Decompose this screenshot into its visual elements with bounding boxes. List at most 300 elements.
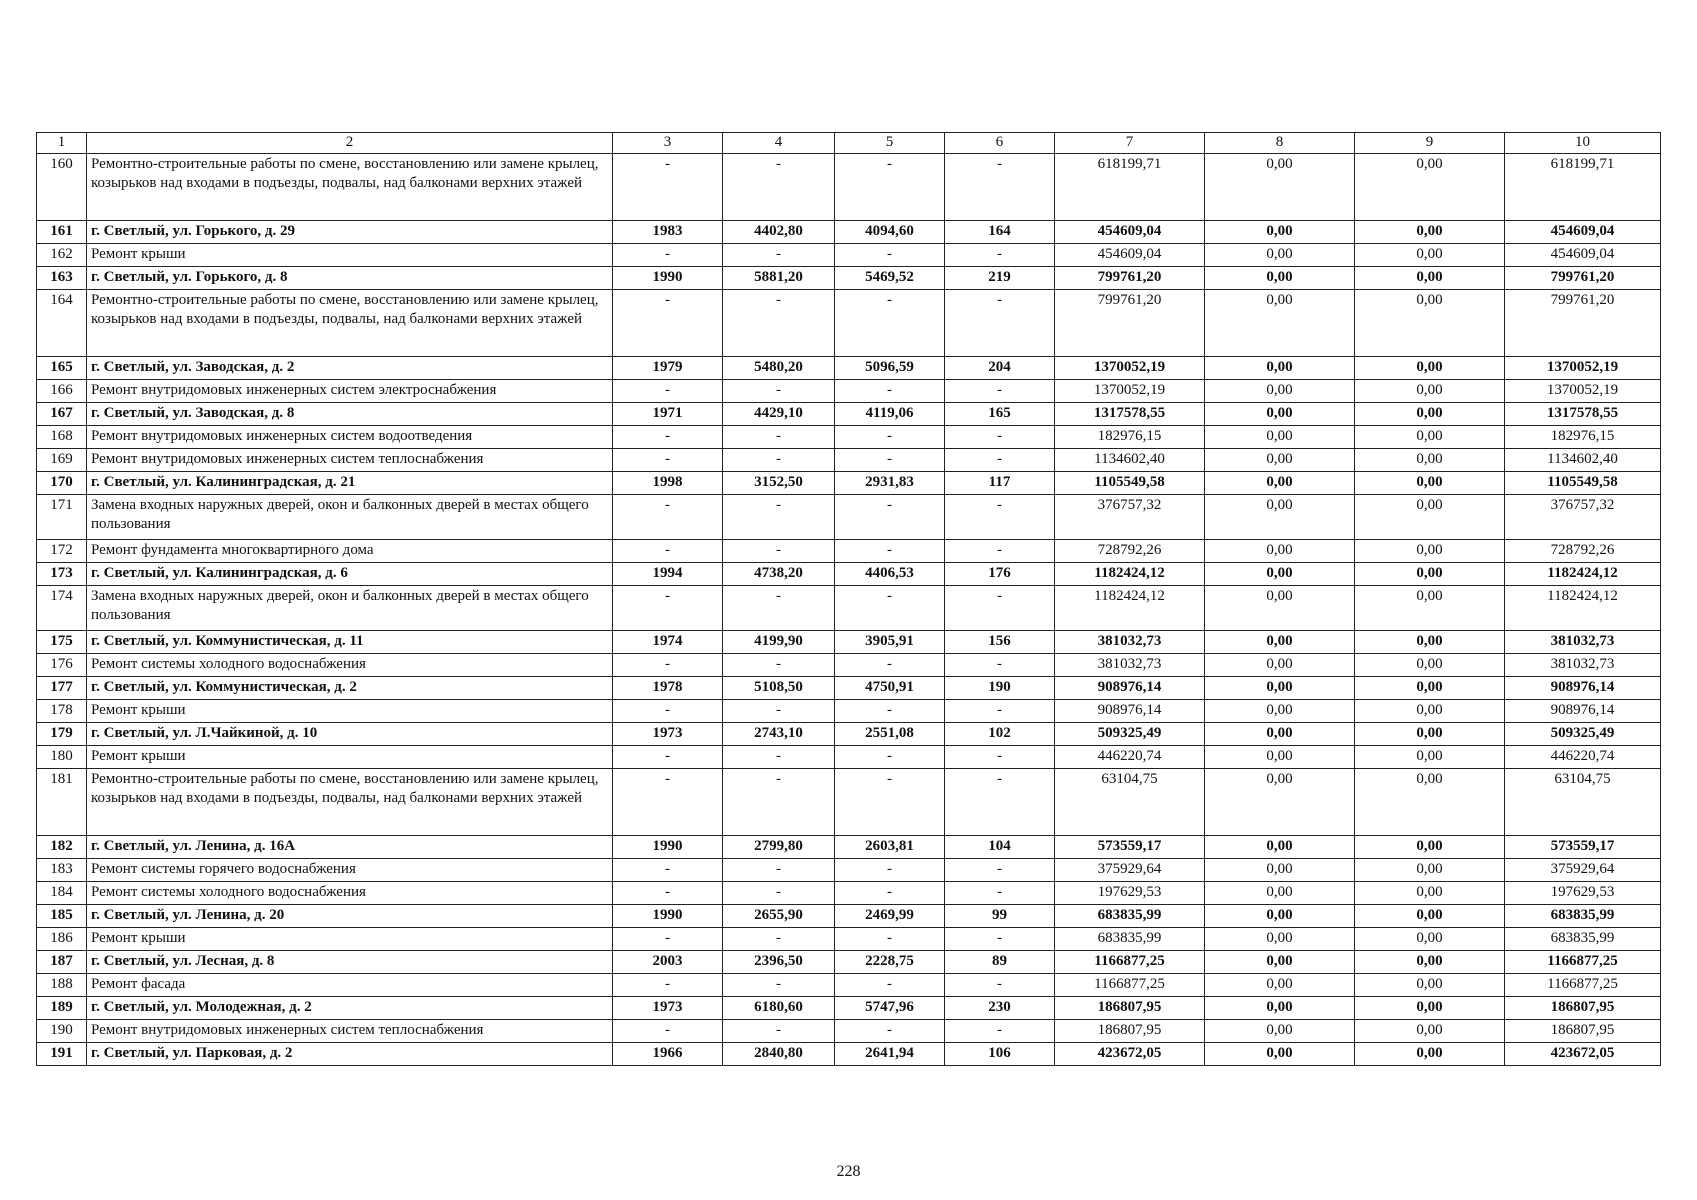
cost-col-8-cell: 0,00 xyxy=(1205,267,1355,290)
cost-col-9-cell: 0,00 xyxy=(1355,586,1505,631)
cost-col-10-cell: 1370052,19 xyxy=(1505,357,1661,380)
total-area-cell: - xyxy=(723,244,835,267)
row-number-cell: 191 xyxy=(37,1043,87,1066)
header-cell-2: 2 xyxy=(87,133,613,154)
cost-col-10-cell: 375929,64 xyxy=(1505,859,1661,882)
living-area-cell: 4094,60 xyxy=(835,221,945,244)
page-number: 228 xyxy=(836,1163,861,1180)
residents-cell: 102 xyxy=(945,723,1055,746)
living-area-cell: - xyxy=(835,495,945,540)
year-built-cell: 1978 xyxy=(613,677,723,700)
residents-cell: 104 xyxy=(945,836,1055,859)
cost-col-8-cell: 0,00 xyxy=(1205,723,1355,746)
total-cost-cell: 1370052,19 xyxy=(1055,357,1205,380)
work-item-row xyxy=(37,540,1661,563)
residents-cell: - xyxy=(945,974,1055,997)
total-area-cell: - xyxy=(723,700,835,723)
total-area-cell: - xyxy=(723,426,835,449)
total-area-cell: 4738,20 xyxy=(723,563,835,586)
residents-cell: 117 xyxy=(945,472,1055,495)
cost-col-9-cell: 0,00 xyxy=(1355,1020,1505,1043)
row-number-cell: 177 xyxy=(37,677,87,700)
total-area-cell: - xyxy=(723,928,835,951)
cost-col-10-cell: 618199,71 xyxy=(1505,154,1661,221)
cost-col-10-cell: 799761,20 xyxy=(1505,290,1661,357)
cost-col-10-cell: 573559,17 xyxy=(1505,836,1661,859)
row-number-cell: 164 xyxy=(37,290,87,357)
total-cost-cell: 908976,14 xyxy=(1055,677,1205,700)
cost-col-10-cell: 1166877,25 xyxy=(1505,951,1661,974)
row-name-cell: г. Светлый, ул. Горького, д. 29 xyxy=(87,221,613,244)
total-area-cell: 4199,90 xyxy=(723,631,835,654)
residents-cell: 230 xyxy=(945,997,1055,1020)
work-item-row xyxy=(37,426,1661,449)
total-area-cell: - xyxy=(723,154,835,221)
year-built-cell: - xyxy=(613,426,723,449)
residents-cell: - xyxy=(945,882,1055,905)
year-built-cell: 1979 xyxy=(613,357,723,380)
living-area-cell: 3905,91 xyxy=(835,631,945,654)
total-cost-cell: 1182424,12 xyxy=(1055,563,1205,586)
cost-col-10-cell: 1105549,58 xyxy=(1505,472,1661,495)
row-name-cell: Ремонт крыши xyxy=(87,928,613,951)
cost-col-10-cell: 509325,49 xyxy=(1505,723,1661,746)
cost-col-9-cell: 0,00 xyxy=(1355,540,1505,563)
row-name-cell: г. Светлый, ул. Ленина, д. 16А xyxy=(87,836,613,859)
work-item-row xyxy=(37,1020,1661,1043)
cost-col-10-cell: 381032,73 xyxy=(1505,654,1661,677)
total-area-cell: - xyxy=(723,654,835,677)
address-row xyxy=(37,677,1661,700)
table-body xyxy=(37,133,1661,1066)
row-name-cell: Ремонт системы горячего водоснабжения xyxy=(87,859,613,882)
row-number-cell: 187 xyxy=(37,951,87,974)
year-built-cell: - xyxy=(613,244,723,267)
address-row xyxy=(37,631,1661,654)
living-area-cell: 4750,91 xyxy=(835,677,945,700)
total-cost-cell: 908976,14 xyxy=(1055,700,1205,723)
row-number-cell: 186 xyxy=(37,928,87,951)
address-row xyxy=(37,221,1661,244)
cost-col-8-cell: 0,00 xyxy=(1205,1043,1355,1066)
total-area-cell: 2840,80 xyxy=(723,1043,835,1066)
year-built-cell: - xyxy=(613,859,723,882)
cost-col-10-cell: 1134602,40 xyxy=(1505,449,1661,472)
living-area-cell: - xyxy=(835,1020,945,1043)
cost-col-8-cell: 0,00 xyxy=(1205,495,1355,540)
header-cell-7: 7 xyxy=(1055,133,1205,154)
cost-col-9-cell: 0,00 xyxy=(1355,244,1505,267)
year-built-cell: 1998 xyxy=(613,472,723,495)
total-area-cell: - xyxy=(723,769,835,836)
cost-col-9-cell: 0,00 xyxy=(1355,836,1505,859)
total-area-cell: 5108,50 xyxy=(723,677,835,700)
residents-cell: - xyxy=(945,700,1055,723)
cost-col-8-cell: 0,00 xyxy=(1205,472,1355,495)
total-cost-cell: 381032,73 xyxy=(1055,631,1205,654)
row-number-cell: 189 xyxy=(37,997,87,1020)
cost-col-8-cell: 0,00 xyxy=(1205,928,1355,951)
living-area-cell: - xyxy=(835,859,945,882)
year-built-cell: 2003 xyxy=(613,951,723,974)
total-cost-cell: 1182424,12 xyxy=(1055,586,1205,631)
row-number-cell: 178 xyxy=(37,700,87,723)
living-area-cell: 5469,52 xyxy=(835,267,945,290)
living-area-cell: - xyxy=(835,654,945,677)
total-cost-cell: 454609,04 xyxy=(1055,244,1205,267)
living-area-cell: - xyxy=(835,290,945,357)
residents-cell: 219 xyxy=(945,267,1055,290)
work-item-row xyxy=(37,928,1661,951)
total-cost-cell: 63104,75 xyxy=(1055,769,1205,836)
cost-col-10-cell: 908976,14 xyxy=(1505,677,1661,700)
cost-col-10-cell: 799761,20 xyxy=(1505,267,1661,290)
row-name-cell: Ремонт внутридомовых инженерных систем водоотведения xyxy=(87,426,613,449)
header-cell-5: 5 xyxy=(835,133,945,154)
total-cost-cell: 423672,05 xyxy=(1055,1043,1205,1066)
work-item-row xyxy=(37,586,1661,631)
total-cost-cell: 1317578,55 xyxy=(1055,403,1205,426)
living-area-cell: 2641,94 xyxy=(835,1043,945,1066)
cost-col-9-cell: 0,00 xyxy=(1355,882,1505,905)
work-item-row xyxy=(37,380,1661,403)
row-number-cell: 183 xyxy=(37,859,87,882)
cost-col-9-cell: 0,00 xyxy=(1355,449,1505,472)
residents-cell: - xyxy=(945,426,1055,449)
header-cell-3: 3 xyxy=(613,133,723,154)
cost-col-8-cell: 0,00 xyxy=(1205,244,1355,267)
total-cost-cell: 1166877,25 xyxy=(1055,974,1205,997)
cost-col-10-cell: 1182424,12 xyxy=(1505,586,1661,631)
cost-col-8-cell: 0,00 xyxy=(1205,1020,1355,1043)
address-row xyxy=(37,563,1661,586)
total-cost-cell: 186807,95 xyxy=(1055,997,1205,1020)
cost-col-10-cell: 186807,95 xyxy=(1505,997,1661,1020)
cost-col-9-cell: 0,00 xyxy=(1355,495,1505,540)
living-area-cell: 5747,96 xyxy=(835,997,945,1020)
living-area-cell: 2469,99 xyxy=(835,905,945,928)
cost-col-9-cell: 0,00 xyxy=(1355,426,1505,449)
cost-col-9-cell: 0,00 xyxy=(1355,403,1505,426)
living-area-cell: - xyxy=(835,700,945,723)
living-area-cell: - xyxy=(835,449,945,472)
total-area-cell: - xyxy=(723,449,835,472)
work-item-row xyxy=(37,290,1661,357)
residents-cell: 204 xyxy=(945,357,1055,380)
row-number-cell: 167 xyxy=(37,403,87,426)
cost-col-9-cell: 0,00 xyxy=(1355,974,1505,997)
row-name-cell: Ремонтно-строительные работы по смене, восстановлению или замене крылец, козырьков над входами в подъезды, подвалы, над балконами верхних этажей xyxy=(87,290,613,357)
cost-col-9-cell: 0,00 xyxy=(1355,290,1505,357)
work-item-row xyxy=(37,859,1661,882)
work-item-row xyxy=(37,449,1661,472)
total-area-cell: - xyxy=(723,540,835,563)
residents-cell: - xyxy=(945,769,1055,836)
cost-col-10-cell: 908976,14 xyxy=(1505,700,1661,723)
total-area-cell: - xyxy=(723,495,835,540)
row-number-cell: 166 xyxy=(37,380,87,403)
living-area-cell: - xyxy=(835,426,945,449)
living-area-cell: - xyxy=(835,380,945,403)
total-cost-cell: 186807,95 xyxy=(1055,1020,1205,1043)
cost-col-9-cell: 0,00 xyxy=(1355,746,1505,769)
cost-col-8-cell: 0,00 xyxy=(1205,905,1355,928)
year-built-cell: 1971 xyxy=(613,403,723,426)
cost-col-8-cell: 0,00 xyxy=(1205,631,1355,654)
work-item-row xyxy=(37,654,1661,677)
cost-col-8-cell: 0,00 xyxy=(1205,221,1355,244)
year-built-cell: - xyxy=(613,654,723,677)
address-row xyxy=(37,1043,1661,1066)
residents-cell: - xyxy=(945,928,1055,951)
year-built-cell: - xyxy=(613,586,723,631)
cost-col-9-cell: 0,00 xyxy=(1355,677,1505,700)
residents-cell: 190 xyxy=(945,677,1055,700)
row-name-cell: г. Светлый, ул. Заводская, д. 8 xyxy=(87,403,613,426)
row-name-cell: Ремонт фундамента многоквартирного дома xyxy=(87,540,613,563)
row-name-cell: Ремонтно-строительные работы по смене, восстановлению или замене крылец, козырьков над входами в подъезды, подвалы, над балконами верхних этажей xyxy=(87,769,613,836)
cost-col-10-cell: 446220,74 xyxy=(1505,746,1661,769)
residents-cell: - xyxy=(945,586,1055,631)
cost-col-10-cell: 381032,73 xyxy=(1505,631,1661,654)
cost-col-9-cell: 0,00 xyxy=(1355,563,1505,586)
cost-col-9-cell: 0,00 xyxy=(1355,154,1505,221)
row-name-cell: г. Светлый, ул. Л.Чайкиной, д. 10 xyxy=(87,723,613,746)
row-number-cell: 184 xyxy=(37,882,87,905)
row-name-cell: Замена входных наружных дверей, окон и балконных дверей в местах общего пользования xyxy=(87,586,613,631)
cost-col-8-cell: 0,00 xyxy=(1205,290,1355,357)
living-area-cell: - xyxy=(835,974,945,997)
cost-col-8-cell: 0,00 xyxy=(1205,357,1355,380)
row-name-cell: г. Светлый, ул. Лесная, д. 8 xyxy=(87,951,613,974)
row-name-cell: Ремонт внутридомовых инженерных систем теплоснабжения xyxy=(87,1020,613,1043)
total-area-cell: 6180,60 xyxy=(723,997,835,1020)
cost-col-8-cell: 0,00 xyxy=(1205,700,1355,723)
residents-cell: - xyxy=(945,244,1055,267)
cost-col-8-cell: 0,00 xyxy=(1205,882,1355,905)
total-area-cell: - xyxy=(723,586,835,631)
year-built-cell: 1990 xyxy=(613,905,723,928)
work-item-row xyxy=(37,244,1661,267)
header-cell-9: 9 xyxy=(1355,133,1505,154)
residents-cell: - xyxy=(945,290,1055,357)
cost-col-9-cell: 0,00 xyxy=(1355,723,1505,746)
living-area-cell: 2603,81 xyxy=(835,836,945,859)
row-number-cell: 173 xyxy=(37,563,87,586)
cost-col-8-cell: 0,00 xyxy=(1205,769,1355,836)
year-built-cell: - xyxy=(613,746,723,769)
total-area-cell: - xyxy=(723,746,835,769)
cost-col-8-cell: 0,00 xyxy=(1205,154,1355,221)
cost-col-8-cell: 0,00 xyxy=(1205,746,1355,769)
year-built-cell: - xyxy=(613,700,723,723)
year-built-cell: - xyxy=(613,154,723,221)
cost-col-9-cell: 0,00 xyxy=(1355,380,1505,403)
living-area-cell: 4119,06 xyxy=(835,403,945,426)
cost-col-8-cell: 0,00 xyxy=(1205,380,1355,403)
total-area-cell: 2396,50 xyxy=(723,951,835,974)
row-number-cell: 188 xyxy=(37,974,87,997)
year-built-cell: 1973 xyxy=(613,997,723,1020)
residents-cell: - xyxy=(945,654,1055,677)
row-number-cell: 169 xyxy=(37,449,87,472)
cost-col-8-cell: 0,00 xyxy=(1205,997,1355,1020)
total-area-cell: - xyxy=(723,380,835,403)
year-built-cell: - xyxy=(613,290,723,357)
living-area-cell: - xyxy=(835,769,945,836)
row-name-cell: Ремонт крыши xyxy=(87,244,613,267)
residents-cell: - xyxy=(945,495,1055,540)
column-number-header-row xyxy=(37,133,1661,154)
total-cost-cell: 1370052,19 xyxy=(1055,380,1205,403)
row-name-cell: Ремонтно-строительные работы по смене, восстановлению или замене крылец, козырьков над входами в подъезды, подвалы, над балконами верхних этажей xyxy=(87,154,613,221)
address-row xyxy=(37,836,1661,859)
cost-col-8-cell: 0,00 xyxy=(1205,586,1355,631)
year-built-cell: 1973 xyxy=(613,723,723,746)
living-area-cell: 2551,08 xyxy=(835,723,945,746)
cost-col-10-cell: 1166877,25 xyxy=(1505,974,1661,997)
row-number-cell: 181 xyxy=(37,769,87,836)
living-area-cell: - xyxy=(835,586,945,631)
year-built-cell: - xyxy=(613,449,723,472)
cost-col-8-cell: 0,00 xyxy=(1205,540,1355,563)
work-item-row xyxy=(37,974,1661,997)
row-number-cell: 162 xyxy=(37,244,87,267)
cost-col-9-cell: 0,00 xyxy=(1355,472,1505,495)
row-name-cell: Ремонт системы холодного водоснабжения xyxy=(87,882,613,905)
year-built-cell: - xyxy=(613,882,723,905)
total-cost-cell: 446220,74 xyxy=(1055,746,1205,769)
cost-col-9-cell: 0,00 xyxy=(1355,859,1505,882)
cost-col-9-cell: 0,00 xyxy=(1355,654,1505,677)
cost-col-8-cell: 0,00 xyxy=(1205,449,1355,472)
address-row xyxy=(37,357,1661,380)
row-name-cell: Ремонт крыши xyxy=(87,700,613,723)
year-built-cell: 1966 xyxy=(613,1043,723,1066)
address-row xyxy=(37,267,1661,290)
header-cell-4: 4 xyxy=(723,133,835,154)
cost-col-10-cell: 63104,75 xyxy=(1505,769,1661,836)
total-cost-cell: 728792,26 xyxy=(1055,540,1205,563)
row-number-cell: 179 xyxy=(37,723,87,746)
cost-col-9-cell: 0,00 xyxy=(1355,631,1505,654)
living-area-cell: - xyxy=(835,882,945,905)
total-area-cell: 4429,10 xyxy=(723,403,835,426)
residents-cell: 156 xyxy=(945,631,1055,654)
row-number-cell: 175 xyxy=(37,631,87,654)
row-number-cell: 161 xyxy=(37,221,87,244)
year-built-cell: - xyxy=(613,928,723,951)
row-number-cell: 170 xyxy=(37,472,87,495)
living-area-cell: 5096,59 xyxy=(835,357,945,380)
cost-col-9-cell: 0,00 xyxy=(1355,905,1505,928)
row-name-cell: Ремонт внутридомовых инженерных систем теплоснабжения xyxy=(87,449,613,472)
work-item-row xyxy=(37,746,1661,769)
row-number-cell: 185 xyxy=(37,905,87,928)
cost-col-9-cell: 0,00 xyxy=(1355,951,1505,974)
cost-col-10-cell: 683835,99 xyxy=(1505,928,1661,951)
row-name-cell: г. Светлый, ул. Горького, д. 8 xyxy=(87,267,613,290)
year-built-cell: - xyxy=(613,495,723,540)
row-number-cell: 163 xyxy=(37,267,87,290)
year-built-cell: 1974 xyxy=(613,631,723,654)
total-area-cell: - xyxy=(723,974,835,997)
total-cost-cell: 454609,04 xyxy=(1055,221,1205,244)
year-built-cell: 1983 xyxy=(613,221,723,244)
cost-col-10-cell: 728792,26 xyxy=(1505,540,1661,563)
living-area-cell: - xyxy=(835,244,945,267)
year-built-cell: - xyxy=(613,540,723,563)
row-number-cell: 168 xyxy=(37,426,87,449)
total-cost-cell: 683835,99 xyxy=(1055,905,1205,928)
living-area-cell: 2228,75 xyxy=(835,951,945,974)
row-name-cell: г. Светлый, ул. Ленина, д. 20 xyxy=(87,905,613,928)
address-row xyxy=(37,951,1661,974)
residents-cell: 106 xyxy=(945,1043,1055,1066)
header-cell-10: 10 xyxy=(1505,133,1661,154)
cost-col-9-cell: 0,00 xyxy=(1355,997,1505,1020)
row-number-cell: 180 xyxy=(37,746,87,769)
residents-cell: - xyxy=(945,746,1055,769)
total-cost-cell: 376757,32 xyxy=(1055,495,1205,540)
cost-col-9-cell: 0,00 xyxy=(1355,700,1505,723)
work-item-row xyxy=(37,882,1661,905)
living-area-cell: - xyxy=(835,540,945,563)
cost-col-9-cell: 0,00 xyxy=(1355,267,1505,290)
cost-col-8-cell: 0,00 xyxy=(1205,859,1355,882)
year-built-cell: - xyxy=(613,974,723,997)
total-area-cell: - xyxy=(723,290,835,357)
row-number-cell: 160 xyxy=(37,154,87,221)
row-name-cell: Ремонт крыши xyxy=(87,746,613,769)
row-name-cell: Замена входных наружных дверей, окон и балконных дверей в местах общего пользования xyxy=(87,495,613,540)
total-cost-cell: 683835,99 xyxy=(1055,928,1205,951)
cost-col-8-cell: 0,00 xyxy=(1205,426,1355,449)
residents-cell: - xyxy=(945,449,1055,472)
cost-col-10-cell: 1317578,55 xyxy=(1505,403,1661,426)
living-area-cell: - xyxy=(835,746,945,769)
row-number-cell: 182 xyxy=(37,836,87,859)
living-area-cell: - xyxy=(835,928,945,951)
total-area-cell: 5881,20 xyxy=(723,267,835,290)
work-item-row xyxy=(37,495,1661,540)
total-area-cell: 3152,50 xyxy=(723,472,835,495)
cost-col-8-cell: 0,00 xyxy=(1205,974,1355,997)
total-area-cell: 4402,80 xyxy=(723,221,835,244)
total-area-cell: 2799,80 xyxy=(723,836,835,859)
living-area-cell: - xyxy=(835,154,945,221)
row-name-cell: г. Светлый, ул. Калининградская, д. 6 xyxy=(87,563,613,586)
cost-col-8-cell: 0,00 xyxy=(1205,563,1355,586)
cost-col-8-cell: 0,00 xyxy=(1205,836,1355,859)
row-number-cell: 172 xyxy=(37,540,87,563)
cost-col-9-cell: 0,00 xyxy=(1355,928,1505,951)
row-name-cell: г. Светлый, ул. Коммунистическая, д. 11 xyxy=(87,631,613,654)
total-area-cell: - xyxy=(723,1020,835,1043)
cost-col-9-cell: 0,00 xyxy=(1355,769,1505,836)
total-cost-cell: 182976,15 xyxy=(1055,426,1205,449)
cost-col-9-cell: 0,00 xyxy=(1355,357,1505,380)
total-area-cell: 5480,20 xyxy=(723,357,835,380)
total-area-cell: - xyxy=(723,859,835,882)
total-cost-cell: 509325,49 xyxy=(1055,723,1205,746)
header-cell-8: 8 xyxy=(1205,133,1355,154)
total-cost-cell: 573559,17 xyxy=(1055,836,1205,859)
repair-schedule-table xyxy=(36,132,1661,1066)
cost-col-10-cell: 186807,95 xyxy=(1505,1020,1661,1043)
cost-col-9-cell: 0,00 xyxy=(1355,1043,1505,1066)
living-area-cell: 2931,83 xyxy=(835,472,945,495)
